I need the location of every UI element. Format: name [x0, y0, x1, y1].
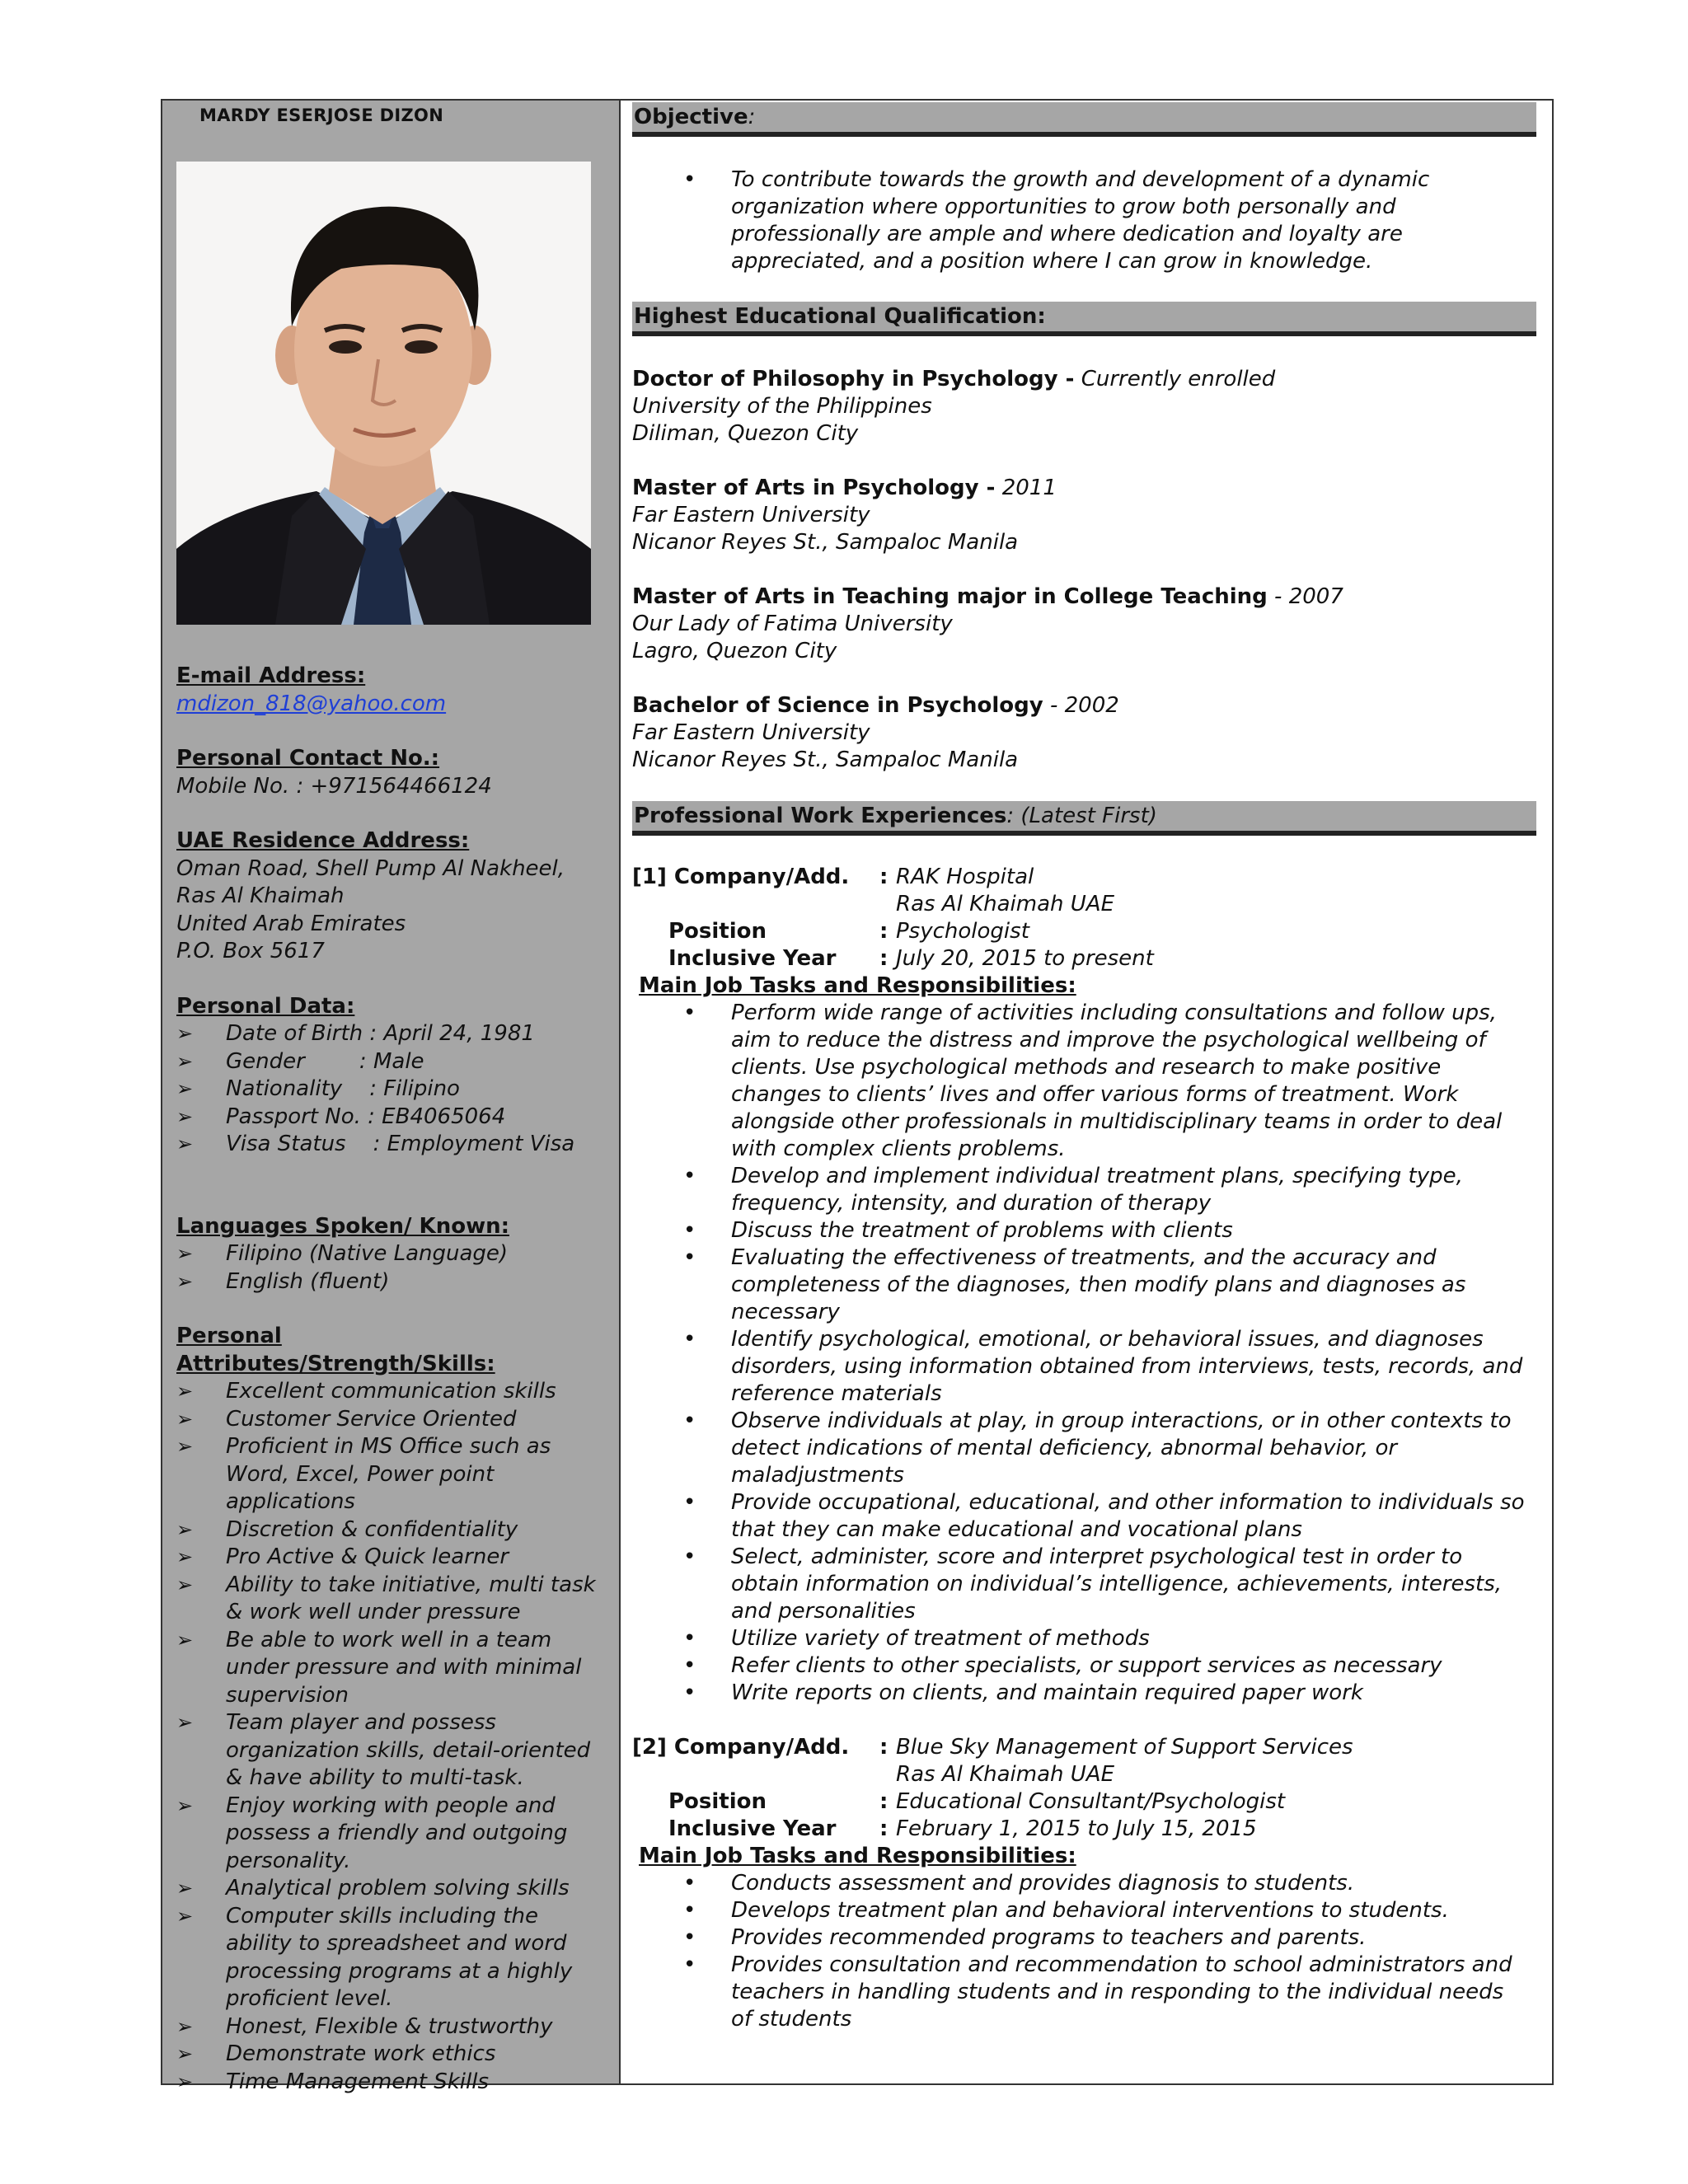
skill-text: Excellent communication skills	[226, 1379, 556, 1404]
list-item	[632, 1000, 1531, 1163]
skill-text: Computer skills including the ability to spreadsheet and word processing programs at a highly proficient level.	[226, 1903, 573, 2011]
position-value: Psychologist	[896, 919, 1029, 944]
year-row	[632, 945, 1539, 972]
education-entry	[632, 692, 1539, 774]
list-item	[632, 1952, 1531, 2033]
arrow-bullet-icon: ➢	[176, 2042, 194, 2065]
email-heading: E-mail Address:	[176, 663, 366, 688]
degree-title: Master of Arts in Psychology -	[632, 476, 996, 500]
education-heading: Highest Educational Qualification:	[632, 302, 1536, 336]
year-row	[632, 1816, 1539, 1843]
school-name: Far Eastern University	[632, 720, 870, 745]
bullet-icon: •	[683, 1898, 696, 1923]
list-item	[632, 1870, 1531, 1897]
job-index: [2]	[632, 1735, 667, 1760]
skill-text: Team player and possess organization skills, detail-oriented & have ability to multi-task.	[226, 1710, 591, 1790]
arrow-bullet-icon: ➢	[176, 1380, 194, 1403]
skill-text: Time Management Skills	[226, 2069, 490, 2094]
task-text: Provides recommended programs to teachers and parents.	[731, 1925, 1367, 1950]
list-item: ➢ English (fluent)	[176, 1268, 605, 1296]
company-location: Ras Al Khaimah UAE	[896, 892, 1115, 916]
company-name: Blue Sky Management of Support Services	[896, 1735, 1353, 1760]
company-label	[632, 1734, 879, 1761]
arrow-bullet-icon: ➢	[176, 1904, 194, 1928]
bullet-icon: •	[683, 167, 696, 192]
skill-text: Discretion & confidentiality	[226, 1516, 518, 1542]
list-item	[632, 1625, 1531, 1652]
education-section	[632, 366, 1539, 774]
personal-data-list	[176, 1020, 605, 1159]
arrow-bullet-icon: ➢	[176, 2069, 194, 2093]
position-row	[632, 918, 1539, 945]
languages-list	[176, 1240, 605, 1296]
list-item	[176, 1572, 605, 1627]
school-name: Our Lady of Fatima University	[632, 612, 953, 636]
task-text: Write reports on clients, and maintain required paper work	[731, 1680, 1363, 1705]
school-location: Nicanor Reyes St., Sampaloc Manila	[632, 748, 1019, 772]
degree-line	[632, 366, 1539, 393]
list-item	[176, 1516, 605, 1544]
list-item	[632, 1897, 1531, 1924]
work-heading: Professional Work Experiences: (Latest First)	[632, 801, 1536, 836]
degree-title: Bachelor of Science in Psychology	[632, 693, 1043, 718]
arrow-bullet-icon: ➢	[176, 1077, 194, 1100]
skill-text: Customer Service Oriented	[226, 1406, 517, 1432]
arrow-bullet-icon: ➢	[176, 1711, 194, 1734]
position-value: Educational Consultant/Psychologist	[896, 1789, 1286, 1814]
arrow-bullet-icon: ➢	[176, 1545, 194, 1568]
list-item	[176, 1627, 605, 1710]
skill-text: Honest, Flexible & trustworthy	[226, 2013, 553, 2039]
task-text: Observe individuals at play, in group interactions, or in other contexts to detect indications of mental deficiency, abnormal behavior, or maladjustments	[731, 1408, 1512, 1488]
tasks-list	[632, 1000, 1539, 1707]
arrow-bullet-icon: ➢	[176, 1049, 194, 1073]
resume-page	[161, 99, 1554, 2094]
arrow-bullet-icon: ➢	[176, 1022, 194, 1045]
list-item	[632, 1408, 1531, 1489]
company-row	[632, 1734, 1539, 1761]
objective-heading: Objective:	[632, 102, 1536, 137]
colon: :	[879, 865, 889, 889]
colon: :	[879, 919, 889, 944]
skill-text: Analytical problem solving skills	[226, 1876, 570, 1900]
arrow-bullet-icon: ➢	[176, 1104, 194, 1128]
company-label-text: Company/Add.	[673, 865, 850, 889]
list-item	[176, 2069, 605, 2097]
skill-text: Pro Active & Quick learner	[226, 1544, 509, 1569]
school-name: University of the Philippines	[632, 394, 932, 419]
list-item	[176, 1903, 605, 2013]
list-item	[176, 1433, 605, 1516]
arrow-bullet-icon: ➢	[176, 1407, 194, 1431]
tasks-list	[632, 1870, 1539, 2033]
company-location: Ras Al Khaimah UAE	[896, 1762, 1115, 1787]
contact-section	[176, 663, 605, 2096]
position-label: Position	[668, 919, 767, 944]
bullet-icon: •	[683, 1001, 696, 1025]
degree-title: Doctor of Philosophy in Psychology -	[632, 367, 1075, 391]
year-value: February 1, 2015 to July 15, 2015	[896, 1816, 1257, 1841]
position-label: Position	[668, 1789, 767, 1814]
list-item	[632, 1489, 1531, 1544]
address-heading: UAE Residence Address:	[176, 828, 470, 853]
bullet-icon: •	[683, 1925, 696, 1950]
arrow-bullet-icon: ➢	[176, 1793, 194, 1817]
task-text: Provide occupational, educational, and other information to individuals so that they can make educational and vocational plans	[731, 1490, 1525, 1542]
phone-number: Mobile No. : +971564466124	[176, 773, 492, 799]
arrow-bullet-icon: ➢	[176, 1877, 194, 1900]
list-item	[632, 1326, 1531, 1408]
bullet-icon: •	[683, 1544, 696, 1569]
list-item	[632, 1680, 1531, 1707]
sidebar	[162, 101, 621, 2094]
spacer	[879, 891, 896, 918]
task-text: Identify psychological, emotional, or behavioral issues, and diagnoses disorders, using information obtained from interviews, tests, records, and reference materials	[731, 1327, 1523, 1406]
tasks-heading: Main Job Tasks and Responsibilities:	[639, 1844, 1076, 1868]
company-row	[632, 864, 1539, 891]
spacer	[879, 1761, 896, 1788]
personal-data-heading: Personal Data:	[176, 993, 355, 1019]
list-item: ➢ Filipino (Native Language)	[176, 1240, 605, 1268]
year-label: Inclusive Year	[668, 946, 837, 971]
degree-year: Currently enrolled	[1081, 367, 1276, 391]
bullet-icon: •	[683, 1164, 696, 1188]
list-item	[176, 1544, 605, 1572]
job-entry	[632, 864, 1539, 1707]
list-item	[176, 1378, 605, 1406]
job-entry	[632, 1734, 1539, 2033]
degree-year: - 2002	[1049, 693, 1119, 718]
work-section	[632, 864, 1539, 2033]
task-text: Develop and implement individual treatment plans, specifying type, frequency, intensity, and duration of therapy	[731, 1164, 1463, 1216]
list-item: ➢ Nationality : Filipino	[176, 1076, 605, 1104]
degree-year: - 2007	[1274, 584, 1343, 609]
list-item	[176, 1406, 605, 1434]
school-location: Diliman, Quezon City	[632, 421, 859, 446]
address-line: P.O. Box 5617	[176, 939, 325, 963]
spacer	[632, 891, 879, 918]
email-link[interactable]: mdizon_818@yahoo.com	[176, 691, 447, 716]
objective-text: • To contribute towards the growth and development of a dynamic organization where opportunities to grow both personally and professionally are ample and where dedication and loyalty are appreciated, and a position where I can grow in knowledge.	[683, 167, 1430, 274]
address-line: Ras Al Khaimah	[176, 883, 345, 908]
bullet-icon: •	[683, 1653, 696, 1678]
list-item	[176, 1875, 605, 1903]
list-item	[632, 1163, 1531, 1217]
school-name: Far Eastern University	[632, 503, 870, 527]
list-item	[176, 2013, 605, 2041]
list-item	[632, 1244, 1531, 1326]
position-row	[632, 1788, 1539, 1816]
list-item: ➢ Passport No. : EB4065064	[176, 1104, 605, 1132]
arrow-bullet-icon: ➢	[176, 1628, 194, 1652]
arrow-bullet-icon: ➢	[176, 1572, 194, 1596]
bullet-icon: •	[683, 1871, 696, 1896]
task-text: Perform wide range of activities including consultations and follow ups, aim to reduce the distress and improve the psychological wellbeing of clients. Use psychological methods and research to make positive changes to clients’ lives and offer various forms of treatment. Work alongside other professionals in multidisciplinary teams in order to deal with complex clients problems.	[731, 1001, 1503, 1161]
phone-heading: Personal Contact No.:	[176, 746, 440, 771]
bullet-icon: •	[683, 1327, 696, 1352]
address-line: Oman Road, Shell Pump Al Nakheel,	[176, 855, 565, 881]
bullet-icon: •	[683, 1952, 696, 1977]
company-name: RAK Hospital	[896, 865, 1034, 889]
list-item	[632, 1924, 1531, 1952]
school-location: Lagro, Quezon City	[632, 639, 837, 663]
list-item	[632, 1544, 1531, 1625]
arrow-bullet-icon: ➢	[176, 1269, 194, 1293]
colon: :	[879, 1735, 889, 1760]
education-entry	[632, 583, 1539, 665]
tasks-heading: Main Job Tasks and Responsibilities:	[639, 973, 1076, 998]
degree-line	[632, 583, 1539, 611]
list-item	[176, 2041, 605, 2069]
company-label-text: Company/Add.	[673, 1735, 850, 1760]
arrow-bullet-icon: ➢	[176, 1517, 194, 1541]
skills-list	[176, 1378, 605, 2096]
objective-section	[632, 166, 1539, 275]
job-index: [1]	[632, 865, 667, 889]
main-content	[621, 101, 1552, 2083]
candidate-name: MARDY ESERJOSE DIZON	[199, 105, 444, 125]
task-text: Utilize variety of treatment of methods	[731, 1626, 1150, 1651]
bullet-icon: •	[683, 1490, 696, 1515]
company-label	[632, 864, 879, 891]
list-item: ➢ Date of Birth : April 24, 1981	[176, 1020, 605, 1048]
bullet-icon: •	[683, 1680, 696, 1705]
task-text: Conducts assessment and provides diagnosis to students.	[731, 1871, 1355, 1896]
degree-title: Master of Arts in Teaching major in College Teaching	[632, 584, 1268, 609]
task-text: Provides consultation and recommendation to school administrators and teachers in handling students and in responding to the individual needs of students	[731, 1952, 1512, 2032]
bullet-icon: •	[683, 1218, 696, 1243]
education-entry	[632, 475, 1539, 556]
list-item: ➢ Visa Status : Employment Visa	[176, 1131, 605, 1159]
list-item	[176, 1709, 605, 1793]
task-text: Refer clients to other specialists, or support services as necessary	[731, 1653, 1442, 1678]
portrait-image	[176, 162, 591, 625]
arrow-bullet-icon: ➢	[176, 1435, 194, 1458]
task-text: Evaluating the effectiveness of treatments, and the accuracy and completeness of the diagnoses, then modify plans and diagnoses as necessary	[731, 1245, 1466, 1324]
company-row-2	[632, 891, 1539, 918]
bullet-icon: •	[683, 1408, 696, 1433]
list-item	[176, 1793, 605, 1876]
list-item: ➢ Gender : Male	[176, 1048, 605, 1076]
task-text: Develops treatment plan and behavioral interventions to students.	[731, 1898, 1449, 1923]
education-entry	[632, 366, 1539, 448]
arrow-bullet-icon: ➢	[176, 1132, 194, 1155]
company-row-2	[632, 1761, 1539, 1788]
skill-text: Proficient in MS Office such as Word, Excel, Power point applications	[226, 1434, 551, 1514]
arrow-bullet-icon: ➢	[176, 2014, 194, 2038]
skill-text: Be able to work well in a team under pressure and with minimal supervision	[226, 1627, 582, 1708]
task-text: Discuss the treatment of problems with clients	[731, 1218, 1233, 1243]
task-text: Select, administer, score and interpret psychological test in order to obtain information on individual’s intelligence, achievements, interests, and personalities	[731, 1544, 1503, 1624]
languages-heading: Languages Spoken/ Known:	[176, 1213, 509, 1239]
degree-line	[632, 475, 1539, 502]
bullet-icon: •	[683, 1245, 696, 1270]
colon: :	[879, 1816, 889, 1841]
skill-text: Demonstrate work ethics	[226, 2041, 496, 2066]
skill-text: Enjoy working with people and possess a friendly and outgoing personality.	[226, 1793, 568, 1873]
degree-year: 2011	[1001, 476, 1057, 500]
colon: :	[879, 946, 889, 971]
degree-line	[632, 692, 1539, 719]
skills-heading: Personal Attributes/Strength/Skills:	[176, 1324, 495, 1376]
year-label: Inclusive Year	[668, 1816, 837, 1841]
year-value: July 20, 2015 to present	[896, 946, 1154, 971]
list-item	[632, 1217, 1531, 1244]
spacer	[632, 1761, 879, 1788]
arrow-bullet-icon: ➢	[176, 1242, 194, 1265]
profile-photo	[176, 162, 591, 625]
school-location: Nicanor Reyes St., Sampaloc Manila	[632, 530, 1019, 555]
address-line: United Arab Emirates	[176, 911, 406, 936]
colon: :	[879, 1789, 889, 1814]
bullet-icon: •	[683, 1626, 696, 1651]
list-item	[632, 1652, 1531, 1680]
skill-text: Ability to take initiative, multi task & work well under pressure	[226, 1572, 596, 1624]
